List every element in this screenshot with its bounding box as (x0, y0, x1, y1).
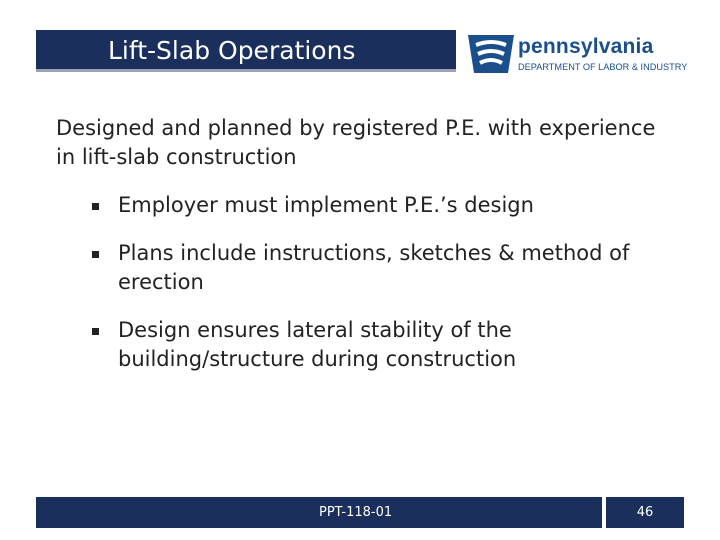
bullet-item (92, 191, 652, 220)
logo-department: DEPARTMENT OF LABOR & INDUSTRY (518, 62, 688, 72)
bullet-list (92, 191, 652, 393)
pennsylvania-logo (466, 33, 696, 77)
logo-name: pennsylvania (518, 35, 654, 58)
bullet-item (92, 239, 652, 297)
title-bar (36, 30, 456, 72)
square-bullet-icon (92, 251, 99, 258)
page-number: 46 (636, 505, 654, 520)
square-bullet-icon (92, 328, 99, 335)
bullet-text: Design ensures lateral stability of the building/structure during construction (118, 318, 517, 371)
bullet-item (92, 316, 652, 374)
bullet-text: Employer must implement P.E.’s design (118, 193, 534, 217)
square-bullet-icon (92, 203, 99, 210)
bullet-text: Plans include instructions, sketches & method of erection (118, 241, 630, 294)
main-text: Designed and planned by registered P.E. with experience in lift-slab construction (56, 116, 656, 169)
page-number-box (606, 497, 684, 528)
slide-title: Lift-Slab Operations (108, 36, 356, 65)
footer-code: PPT-118-01 (319, 505, 393, 520)
footer-bar (36, 497, 602, 528)
keystone-icon (466, 33, 516, 75)
